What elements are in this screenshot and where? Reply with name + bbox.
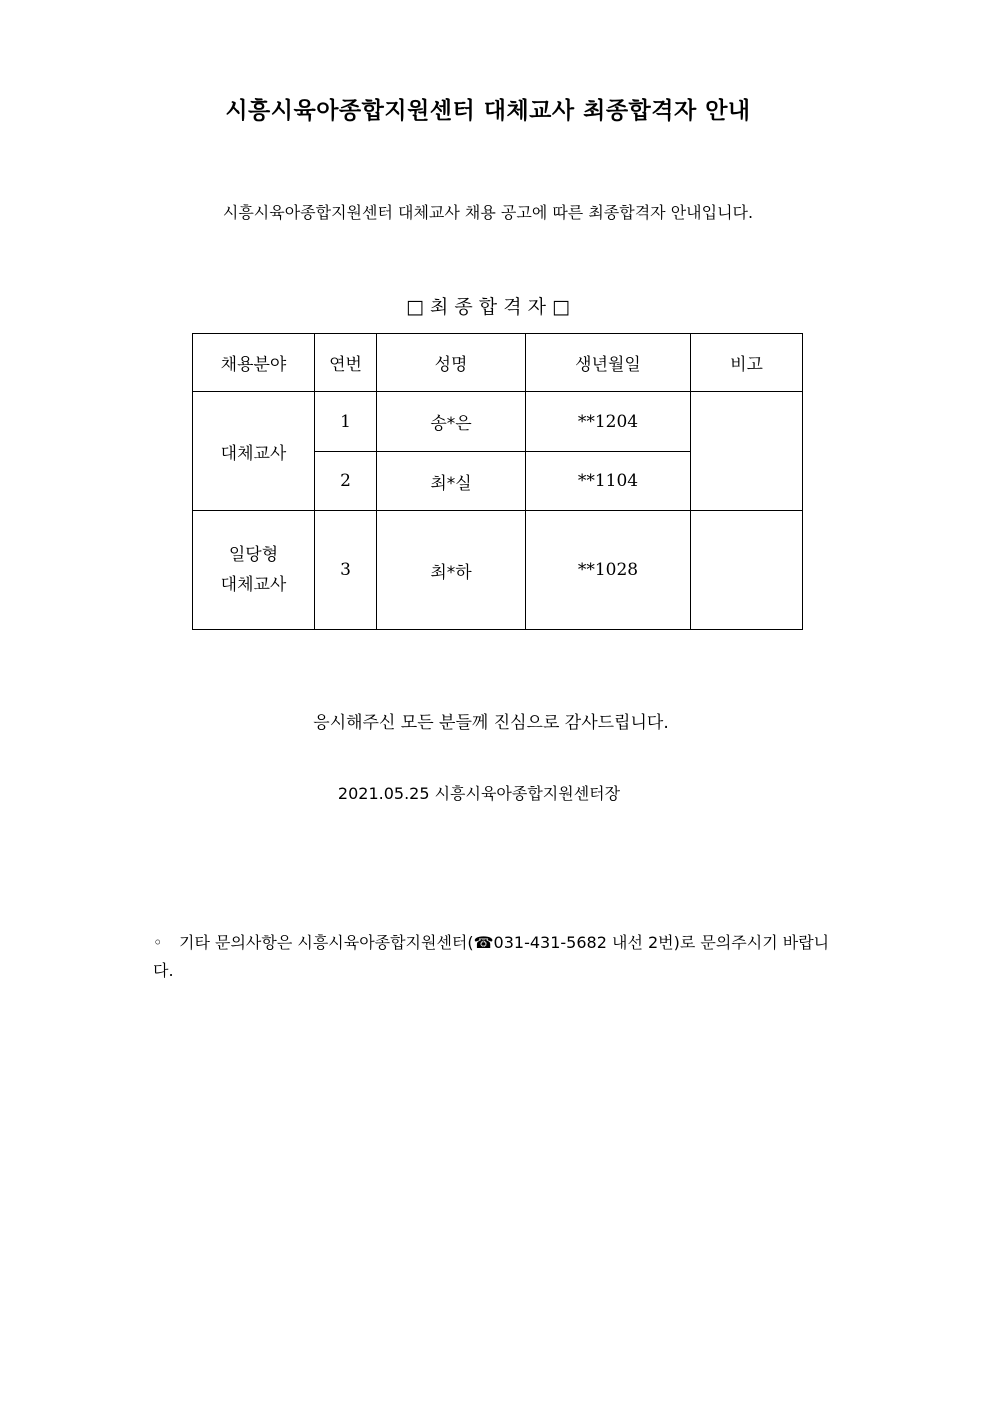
section-heading: □ 최 종 합 격 자 □ xyxy=(406,296,570,318)
header-birthdate: 생년월일 xyxy=(526,334,691,392)
table-header-row xyxy=(193,334,803,392)
table-row xyxy=(193,392,803,452)
birthdate-cell: **1104 xyxy=(526,452,691,511)
intro-text: 시흥시육아종합지원센터 대체교사 채용 공고에 따른 최종합격자 안내입니다. xyxy=(222,203,754,222)
birthdate-cell: **1204 xyxy=(526,392,691,452)
bullet-icon: ◦ xyxy=(153,933,163,952)
name-cell: 송*은 xyxy=(377,392,526,452)
header-name: 성명 xyxy=(377,334,526,392)
page-title: 시흥시육아종합지원센터 대체교사 최종합격자 안내 xyxy=(225,98,751,124)
header-note: 비고 xyxy=(691,334,803,392)
name-cell: 최*하 xyxy=(377,511,526,630)
category-cell: 대체교사 xyxy=(193,392,315,511)
thanks-text: 응시해주신 모든 분들께 진심으로 감사드립니다. xyxy=(313,713,669,733)
category-cell xyxy=(193,511,315,630)
table-row xyxy=(193,511,803,630)
note-cell xyxy=(691,392,803,511)
signature-line: 2021.05.25 시흥시육아종합지원센터장 xyxy=(337,784,621,803)
notice-text: 기타 문의사항은 시흥시육아종합지원센터(☎031-431-5682 내선 2번)로 문의주시기 바랍니다. xyxy=(153,933,830,980)
category-line-2: 대체교사 xyxy=(220,575,287,595)
birthdate-cell: **1028 xyxy=(526,511,691,630)
note-cell xyxy=(691,511,803,630)
header-category: 채용분야 xyxy=(193,334,315,392)
category-line-1: 일당형 xyxy=(228,545,279,565)
results-table xyxy=(192,333,803,630)
name-cell: 최*실 xyxy=(377,452,526,511)
number-cell: 2 xyxy=(315,452,377,511)
number-cell: 1 xyxy=(315,392,377,452)
inquiry-notice xyxy=(153,929,833,985)
number-cell: 3 xyxy=(315,511,377,630)
header-number: 연번 xyxy=(315,334,377,392)
